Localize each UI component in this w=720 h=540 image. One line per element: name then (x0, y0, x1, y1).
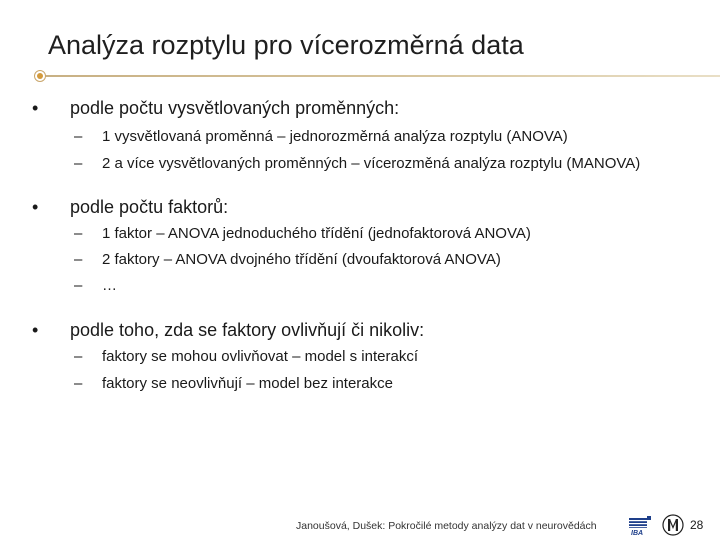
footer-text: Janoušová, Dušek: Pokročilé metody analýzy dat v neurovědách (296, 520, 597, 532)
sub-text: 2 faktory – ANOVA dvojného třídění (dvoufaktorová ANOVA) (102, 251, 501, 268)
slide-title: Analýza rozptylu pro vícerozměrná data (48, 30, 524, 60)
page-number: 28 (690, 518, 704, 532)
bullet-text: podle počtu faktorů: (70, 197, 229, 217)
sub-text: faktory se mohou ovlivňovat – model s interakcí (102, 348, 418, 365)
sub-text: 2 a více vysvětlovaných proměnných – vícerozměná analýza rozptylu (MANOVA) (102, 155, 641, 172)
iba-logo-icon (628, 516, 652, 536)
sub-text: … (102, 277, 117, 294)
sub-text: 1 faktor – ANOVA jednoduchého třídění (jednofaktorová ANOVA) (102, 225, 531, 242)
bullet-marker: • (32, 98, 39, 118)
dash-marker: – (74, 348, 83, 365)
dash-marker: – (74, 128, 83, 145)
bullet-text: podle počtu vysvětlovaných proměnných: (70, 98, 400, 118)
bullet-marker: • (32, 320, 39, 340)
dash-marker: – (74, 251, 83, 268)
masaryk-university-logo-icon (662, 514, 684, 536)
sub-text: 1 vysvětlovaná proměnná – jednorozměrná analýza rozptylu (ANOVA) (102, 128, 568, 145)
dash-marker: – (74, 277, 83, 294)
dash-marker: – (74, 225, 83, 242)
title-underline (40, 75, 720, 77)
title-rule-dot (34, 70, 46, 82)
dash-marker: – (74, 375, 83, 392)
bullet-text: podle toho, zda se faktory ovlivňují či nikoliv: (70, 320, 425, 340)
dash-marker: – (74, 155, 83, 172)
iba-logo-text: IBA (631, 530, 644, 536)
sub-text: faktory se neovlivňují – model bez interakce (102, 375, 393, 392)
bullet-marker: • (32, 197, 39, 217)
